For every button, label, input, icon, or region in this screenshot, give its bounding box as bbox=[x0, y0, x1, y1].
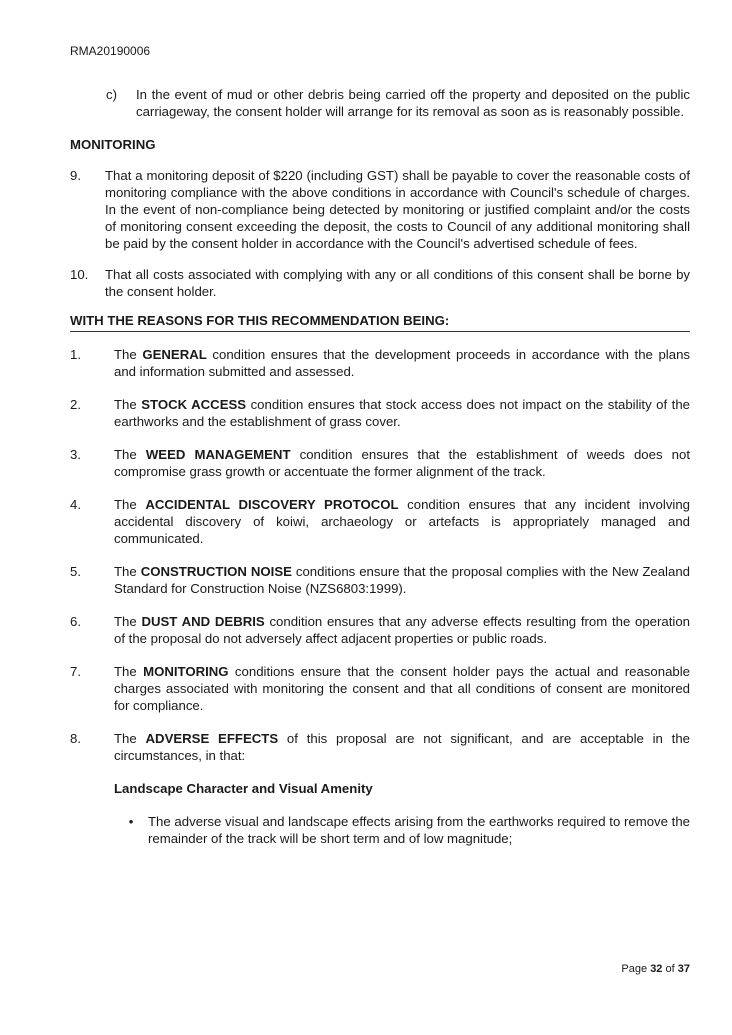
item-text: The MONITORING conditions ensure that the consent holder pays the actual and reasonable charges associated with monitoring the consent and that all conditions of consent are monitored for compliance. bbox=[114, 664, 691, 713]
condition-name: ACCIDENTAL DISCOVERY PROTOCOL bbox=[145, 497, 399, 512]
condition-item-10 bbox=[70, 266, 690, 300]
item-number: 9. bbox=[70, 168, 81, 183]
of-label: of bbox=[665, 963, 675, 975]
item-text: The STOCK ACCESS condition ensures that stock access does not impact on the stability of the earthworks and the establishment of grass cover. bbox=[114, 397, 690, 429]
item-number: 10. bbox=[70, 267, 89, 282]
item-text: In the event of mud or other debris being carried off the property and deposited on the public carriageway, the consent holder will arrange for its removal as soon as is reasonably possible. bbox=[136, 87, 690, 119]
condition-name: STOCK ACCESS bbox=[141, 397, 247, 412]
item-text: That all costs associated with complying with any or all conditions of this consent shall be borne by the consent holder. bbox=[105, 267, 690, 299]
condition-name: MONITORING bbox=[143, 664, 229, 679]
item-text: The DUST AND DEBRIS condition ensures that any adverse effects resulting from the operation of the proposal do not adversely affect adjacent properties or public roads. bbox=[114, 614, 690, 646]
condition-name: GENERAL bbox=[142, 347, 207, 362]
item-text: The GENERAL condition ensures that the development proceeds in accordance with the plans and information submitted and assessed. bbox=[114, 347, 690, 379]
item-text: That a monitoring deposit of $220 (including GST) shall be payable to cover the reasonable costs of monitoring compliance with the above conditions in accordance with Council's schedule of charges. In the event of non-compliance being detected by monitoring or justified complaint and/or the costs of monitoring consent exceeding the deposit, the costs to Council of any additional monitoring shall be paid by the consent holder in accordance with the Council's advertised schedule of fees. bbox=[105, 168, 690, 251]
bullet-icon: • bbox=[128, 814, 134, 829]
reason-item-6 bbox=[70, 613, 690, 647]
condition-name: WEED MANAGEMENT bbox=[145, 447, 291, 462]
condition-item-c bbox=[70, 86, 690, 120]
item-number: 8. bbox=[70, 731, 81, 746]
reason-item-2 bbox=[70, 396, 690, 430]
item-label: c) bbox=[106, 87, 117, 102]
condition-item-9 bbox=[70, 167, 690, 252]
landscape-subheading: Landscape Character and Visual Amenity bbox=[114, 781, 373, 796]
item-number: 2. bbox=[70, 397, 81, 412]
item-text: The WEED MANAGEMENT condition ensures that the establishment of weeds does not compromise grass growth or accentuate the former alignment of the track. bbox=[114, 447, 690, 479]
item-number: 5. bbox=[70, 564, 81, 579]
condition-name: DUST AND DEBRIS bbox=[141, 614, 265, 629]
item-text: The CONSTRUCTION NOISE conditions ensure that the proposal complies with the New Zealand Standard for Construction Noise (NZS6803:1999). bbox=[114, 564, 690, 596]
page-footer bbox=[621, 963, 690, 975]
reason-item-5 bbox=[70, 563, 690, 597]
reason-item-8 bbox=[70, 730, 690, 764]
item-number: 7. bbox=[70, 664, 81, 679]
item-text: The ACCIDENTAL DISCOVERY PROTOCOL condition ensures that any incident involving accidental discovery of koiwi, archaeology or artefacts is appropriately managed and communicated. bbox=[114, 497, 691, 546]
item-number: 3. bbox=[70, 447, 81, 462]
item-number: 4. bbox=[70, 497, 81, 512]
condition-name: ADVERSE EFFECTS bbox=[145, 731, 279, 746]
item-number: 6. bbox=[70, 614, 81, 629]
reasons-heading: WITH THE REASONS FOR THIS RECOMMENDATION BEING: bbox=[70, 312, 690, 332]
reason-item-1 bbox=[70, 346, 690, 380]
reason-item-3 bbox=[70, 446, 690, 480]
document-reference: RMA20190006 bbox=[70, 44, 151, 58]
page-label: Page bbox=[621, 963, 648, 975]
item-text: The ADVERSE EFFECTS of this proposal are not significant, and are acceptable in the circumstances, in that: bbox=[114, 731, 691, 763]
document-body bbox=[70, 86, 690, 847]
item-number: 1. bbox=[70, 347, 81, 362]
monitoring-heading: MONITORING bbox=[70, 137, 156, 152]
reason-item-7 bbox=[70, 663, 690, 714]
bullet-item bbox=[70, 813, 690, 847]
reason-item-4 bbox=[70, 496, 690, 547]
page-number: 32 bbox=[650, 963, 663, 975]
condition-name: CONSTRUCTION NOISE bbox=[140, 564, 292, 579]
bullet-text: The adverse visual and landscape effects arising from the earthworks required to remove the remainder of the track will be short term and of low magnitude; bbox=[148, 814, 690, 846]
page-total: 37 bbox=[677, 963, 690, 975]
